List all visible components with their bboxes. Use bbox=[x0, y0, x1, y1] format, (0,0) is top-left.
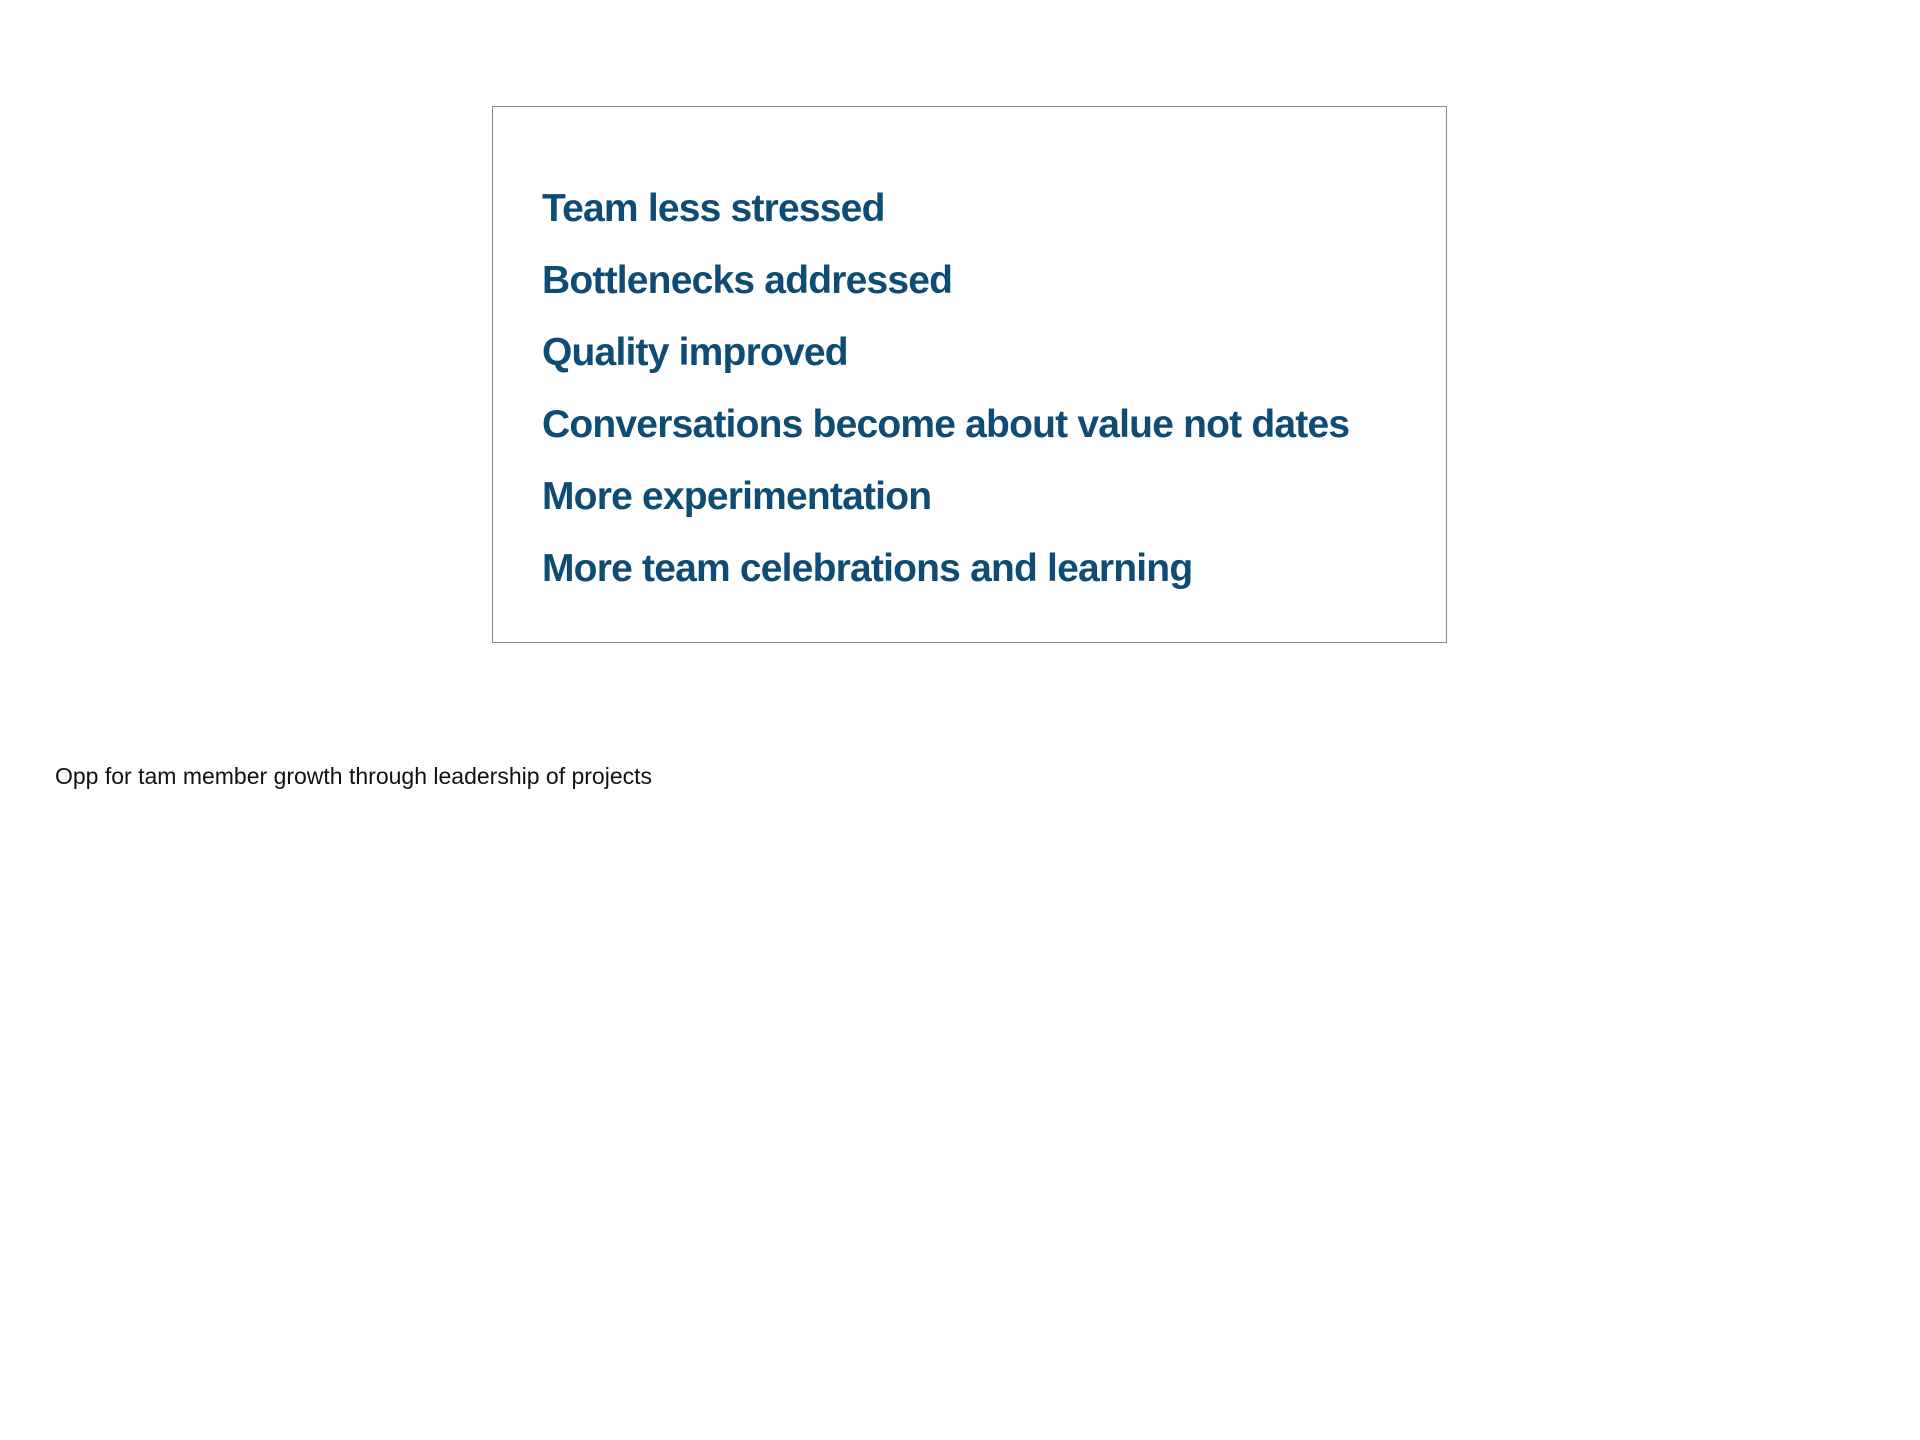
bullet-team-celebrations: More team celebrations and learning bbox=[542, 547, 1193, 590]
bullet-more-experimentation: More experimentation bbox=[542, 475, 932, 518]
presenter-notes: Opp for tam member growth through leadership of projects bbox=[55, 763, 653, 789]
bullet-team-less-stressed: Team less stressed bbox=[542, 187, 885, 230]
bullet-bottlenecks-addressed: Bottlenecks addressed bbox=[542, 259, 953, 302]
bullet-quality-improved: Quality improved bbox=[542, 331, 848, 374]
bullet-conversations-value: Conversations become about value not dates bbox=[542, 403, 1350, 446]
slide-bullet-list bbox=[542, 173, 1349, 605]
slide-thumbnail bbox=[492, 106, 1447, 643]
